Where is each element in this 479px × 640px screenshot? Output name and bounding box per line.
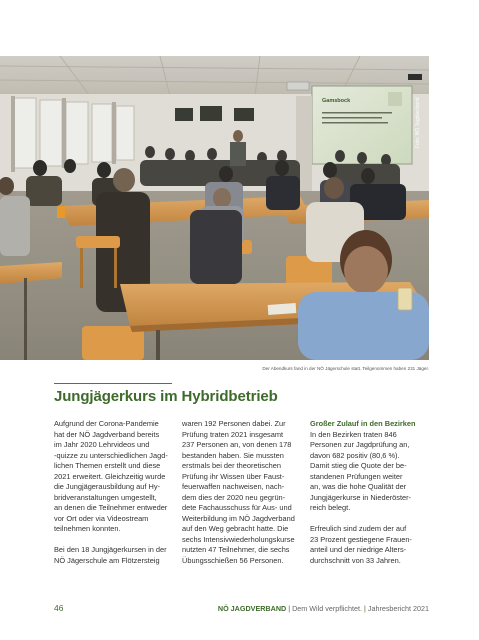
text-line: bridveranstaltungen umgestellt, — [54, 492, 157, 502]
text-line: im Jahr 2020 Lehrvideos und — [54, 440, 150, 449]
text-line: teilnehmen konnten. — [54, 524, 121, 533]
text-line: Erfreulich sind zudem der auf — [310, 524, 407, 533]
article-headline: Jungjägerkurs im Hybridbetrieb — [54, 388, 278, 405]
text-line: die Jungjägerausbildung auf Hy- — [54, 482, 161, 491]
paragraph — [182, 419, 300, 566]
footer-separator: | — [363, 604, 366, 613]
paragraph — [54, 419, 172, 535]
text-line: Bei den 18 Jungjägerkursen in der — [54, 545, 167, 554]
photo-credit: Foto: NÖ Jagdverband — [415, 97, 421, 148]
text-line: an, was die hohe Qualität der — [310, 482, 407, 491]
text-line: 2021 erweitert. Gleichzeitig wurde — [54, 471, 166, 481]
slide-title: Gamsbock — [322, 98, 351, 104]
text-column-1 — [54, 419, 172, 566]
text-line: anteil und der niedrige Alters- — [310, 545, 407, 554]
text-line: durchschnitt von 33 Jahren. — [310, 555, 401, 565]
footer-slogan: Dem Wild verpflichtet. — [292, 604, 362, 613]
paragraph — [54, 545, 172, 566]
text-line: bestanden haben. Sie mussten — [182, 450, 284, 460]
text-line: auf den Weg gebracht hatte. Die — [182, 524, 289, 533]
paragraph — [310, 430, 428, 514]
page-number: 46 — [54, 603, 64, 613]
text-line: 23 Prozent gestiegene Frauen- — [310, 534, 412, 544]
footer-report: Jahresbericht 2021 — [367, 604, 429, 613]
photo-caption: Der Abendkurs fand in der NÖ Jägerschule statt. Teilgenommen haben 231 Jäger. — [262, 366, 429, 371]
text-line: Damit stieg die Quote der be- — [310, 461, 407, 470]
paragraph — [310, 524, 428, 566]
text-line: -quizze zu unterschiedlichen Jagd- — [54, 450, 168, 460]
text-line: feuerwaffen nachweisen, nach- — [182, 482, 285, 491]
text-line: waren 192 Personen dabei. Zur — [182, 419, 286, 428]
text-line: 237 Personen an, von denen 178 — [182, 440, 292, 449]
text-line: Jungjägerkurse in Niederöster- — [310, 492, 412, 502]
text-line: In den Bezirken traten 846 — [310, 429, 397, 439]
text-line: lichen Themen erstellt und diese — [54, 461, 161, 470]
text-line: Weiterbildung im NÖ Jagdverband — [182, 513, 295, 523]
text-line: davon 682 positiv (80,6 %). — [310, 450, 400, 460]
page-footer — [218, 604, 429, 613]
text-line: standenen Prüfungen weiter — [310, 471, 403, 481]
text-line: hat der NÖ Jagdverband bereits — [54, 429, 160, 439]
text-column-3 — [310, 419, 428, 566]
text-line: vor Ort oder via Videostream — [54, 513, 149, 523]
text-line: an denen die Teilnehmer entweder — [54, 503, 168, 512]
section-subhead: Großer Zulauf in den Bezirken — [310, 419, 416, 428]
text-line: Übungsschießen 56 Personen. — [182, 555, 284, 565]
text-line: Personen zur Jagdprüfung an, — [310, 440, 410, 449]
text-line: Aufgrund der Corona-Pandemie — [54, 419, 159, 428]
text-line: Prüfung traten 2021 insgesamt — [182, 429, 284, 439]
text-column-2 — [182, 419, 300, 566]
headline-rule — [54, 383, 172, 384]
text-line: erstmals bei der theoretischen — [182, 461, 282, 470]
text-line: dete Fachausschuss für Aus- und — [182, 503, 292, 512]
seminar-photo — [0, 56, 429, 360]
text-line: nutzten 47 Teilnehmer, die sechs — [182, 545, 290, 554]
text-line: sechs Intensivwiederholungskurse — [182, 534, 295, 544]
footer-separator: | — [288, 604, 291, 613]
footer-brand: NÖ JAGDVERBAND — [217, 604, 287, 613]
text-line: reich belegt. — [310, 503, 351, 512]
text-line: Prüfung ihr Wissen über Faust- — [182, 471, 285, 481]
text-line: NÖ Jägerschule am Flötzersteig — [54, 555, 160, 565]
text-line: dem dies der 2020 neu gegrün- — [182, 492, 286, 502]
